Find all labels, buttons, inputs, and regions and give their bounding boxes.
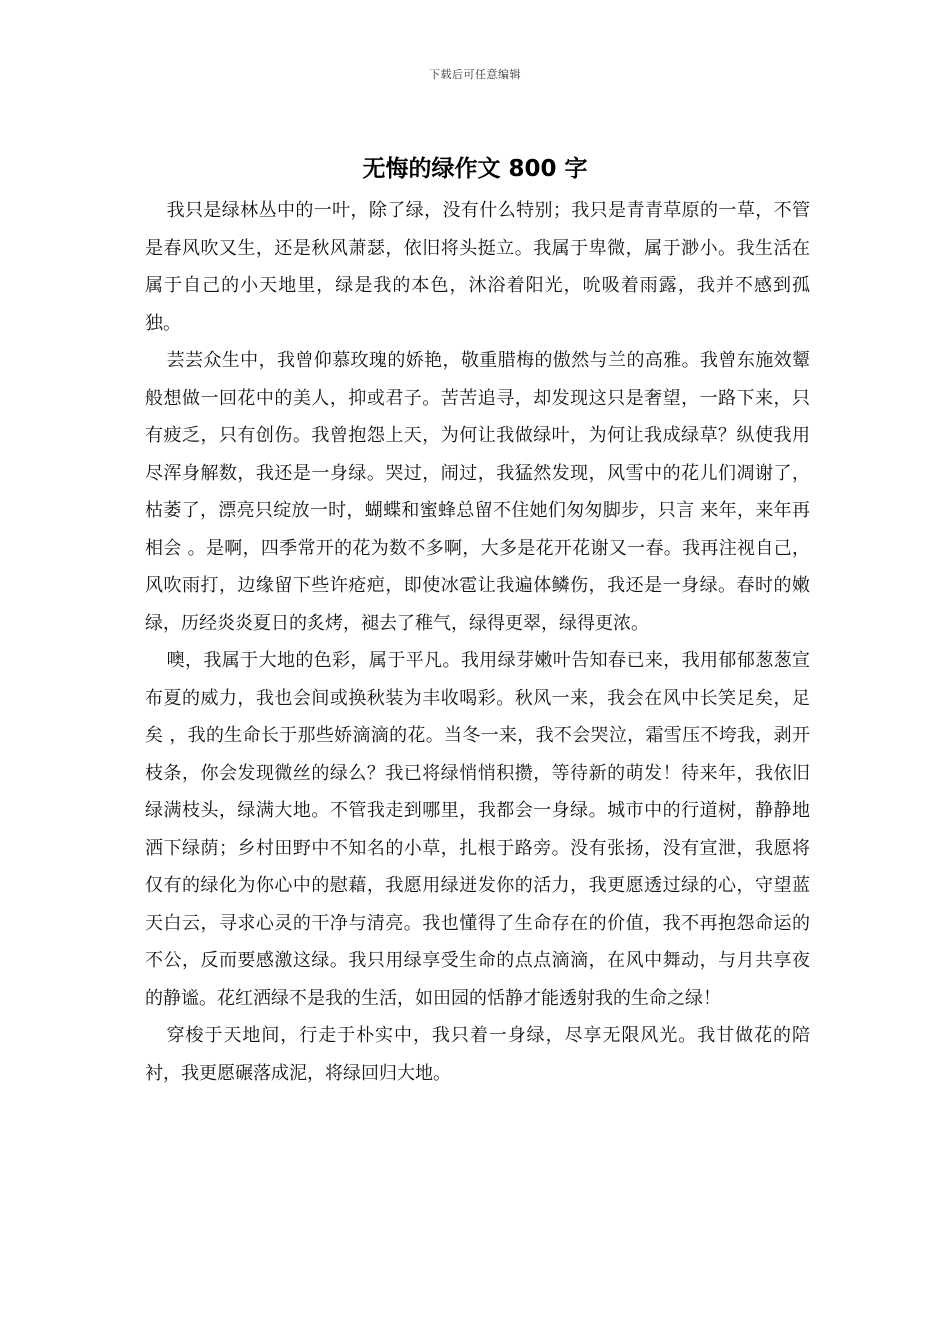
page-title: 无悔的绿作文 800 字	[362, 156, 588, 182]
paragraph-4: 穿梭于天地间，行走于朴实中，我只着一身绿，尽享无限风光。我甘做花的陪衬，我更愿碾落成泥，将绿回归大地。	[145, 1025, 810, 1084]
essay-body	[145, 192, 810, 1092]
header-note: 下载后可任意编辑	[429, 68, 521, 81]
paragraph-2: 芸芸众生中，我曾仰慕玫瑰的娇艳，敬重腊梅的傲然与兰的高雅。我曾东施效颦般想做一回花中的美人，抑或君子。苦苦追寻，却发现这只是奢望，一路下来，只有疲乏，只有创伤。我曾抱怨上天，为何让我做绿叶，为何让我成绿草？纵使我用尽浑身解数，我还是一身绿。哭过，闹过，我猛然发现，风雪中的花儿们凋谢了，枯萎了，漂亮只绽放一时，蝴蝶和蜜蜂总留不住她们匆匆脚步，只言 来年，来年再相会 。是啊，四季常开的花为数不多啊，大多是花开花谢又一春。我再注视自己，风吹雨打，边缘留下些许疮疤，即使冰雹让我遍体鳞伤，我还是一身绿。春时的嫩绿，历经炎炎夏日的炙烤，褪去了稚气，绿得更翠，绿得更浓。	[145, 350, 810, 634]
paragraph-3: 噢，我属于大地的色彩，属于平凡。我用绿芽嫩叶告知春已来，我用郁郁葱葱宣布夏的威力，我也会间或换秋装为丰收喝彩。秋风一来，我会在风中长笑足矣，足矣 ，我的生命长于那些娇滴滴的花。当冬一来，我不会哭泣，霜雪压不垮我，剥开枝条，你会发现微丝的绿么？我已将绿悄悄积攒，等待新的萌发！待来年，我依旧绿满枝头，绿满大地。不管我走到哪里，我都会一身绿。城市中的行道树，静静地洒下绿荫；乡村田野中不知名的小草，扎根于路旁。没有张扬，没有宣泄，我愿将仅有的绿化为你心中的慰藉，我愿用绿迸发你的活力，我更愿透过绿的心，守望蓝天白云，寻求心灵的干净与清亮。我也懂得了生命存在的价值，我不再抱怨命运的不公，反而要感激这绿。我只用绿享受生命的点点滴滴，在风中舞动，与月共享夜的静谧。花红洒绿不是我的生活，如田园的恬静才能透射我的生命之绿！	[145, 650, 810, 1009]
paragraph-1: 我只是绿林丛中的一叶，除了绿，没有什么特别；我只是青青草原的一草，不管是春风吹又生，还是秋风萧瑟，依旧将头挺立。我属于卑微，属于渺小。我生活在属于自己的小天地里，绿是我的本色，沐浴着阳光，吮吸着雨露，我并不感到孤独。	[145, 200, 810, 334]
